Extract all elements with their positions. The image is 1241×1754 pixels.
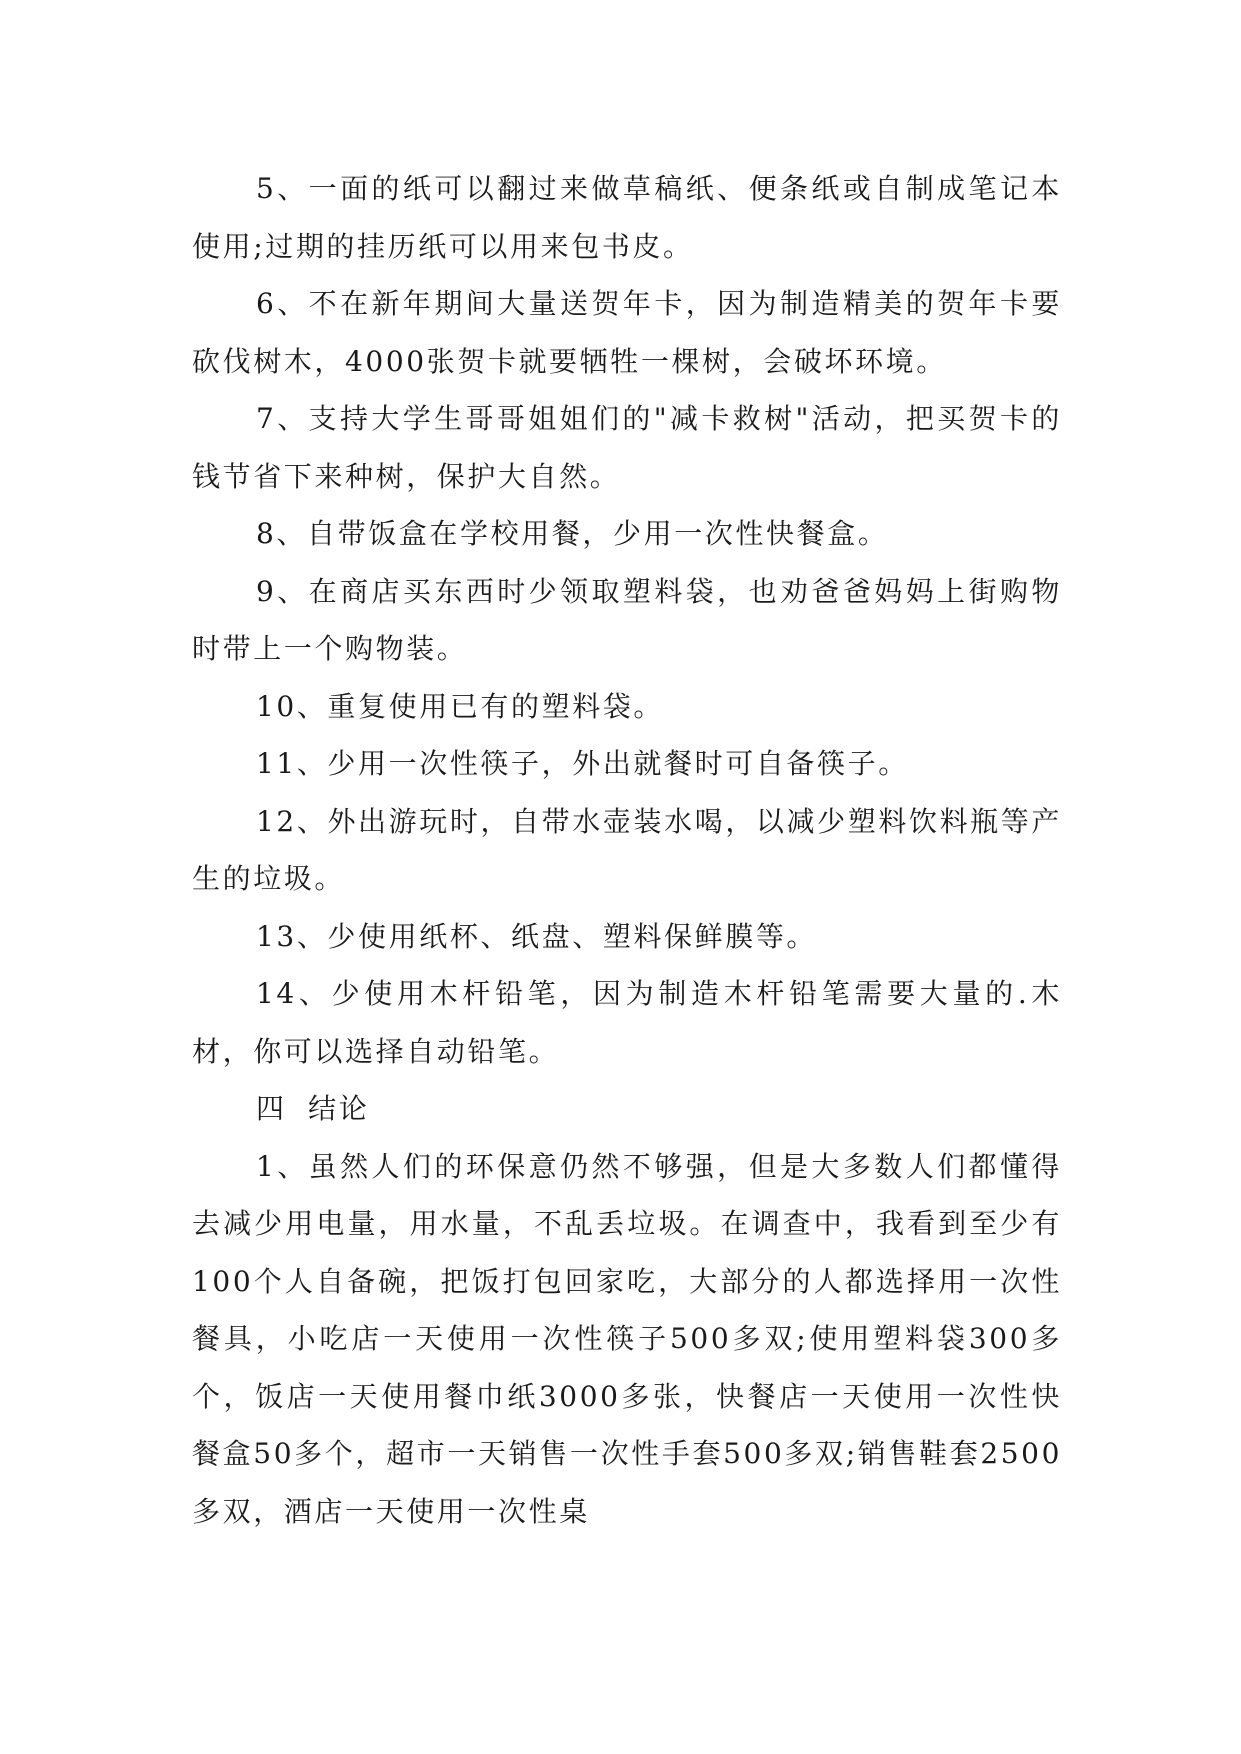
paragraph-item-6: 6、不在新年期间大量送贺年卡，因为制造精美的贺年卡要砍伐树木，4000张贺卡就要牺牲一棵树，会破坏环境。 <box>192 287 1062 378</box>
paragraph-item-13: 13、少使用纸杯、纸盘、塑料保鲜膜等。 <box>256 919 818 953</box>
paragraph-item-14: 14、少使用木杆铅笔，因为制造木杆铅笔需要大量的.木材，你可以选择自动铅笔。 <box>192 977 1062 1068</box>
paragraph-item-9: 9、在商店买东西时少领取塑料袋，也劝爸爸妈妈上街购物时带上一个购物装。 <box>192 574 1062 665</box>
paragraph-item-11: 11、少用一次性筷子，外出就餐时可自备筷子。 <box>256 747 909 780</box>
paragraph-item-10: 10、重复使用已有的塑料袋。 <box>256 689 665 723</box>
document-body <box>192 160 1062 1540</box>
paragraph-item-5: 5、一面的纸可以翻过来做草稿纸、便条纸或自制成笔记本使用;过期的挂历纸可以用来包书皮。 <box>192 172 1062 263</box>
conclusion-paragraph-1: 1、虽然人们的环保意仍然不够强，但是大多数人们都懂得去减少用电量，用水量，不乱丢垃圾。在调查中，我看到至少有100个人自备碗，把饭打包回家吃，大部分的人都选择用一次性餐具，小吃店一天使用一次性筷子500多双;使用塑料袋300多个，饭店一天使用餐巾纸3000多张，快餐店一天使用一次性快餐盒50多个，超市一天销售一次性手套500多双;销售鞋套2500多双，酒店一天使用一次性桌 <box>192 1149 1062 1528</box>
paragraph-item-12: 12、外出游玩时，自带水壶装水喝，以减少塑料饮料瓶等产生的垃圾。 <box>192 804 1062 895</box>
paragraph-item-8: 8、自带饭盒在学校用餐，少用一次性快餐盒。 <box>256 517 889 550</box>
paragraph-item-7: 7、支持大学生哥哥姐姐们的"减卡救树"活动，把买贺卡的钱节省下来种树，保护大自然。 <box>192 402 1062 493</box>
section-heading-conclusion: 四 结论 <box>256 1092 370 1125</box>
